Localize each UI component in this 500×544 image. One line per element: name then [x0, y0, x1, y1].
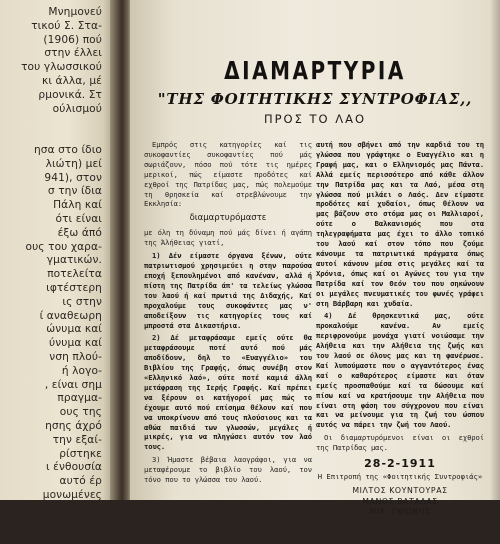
- title-block: [130, 55, 500, 126]
- left-line: ρίστηκε: [59, 447, 102, 460]
- left-line: ύνυμα καί: [49, 337, 102, 350]
- paragraph: 3) Ήμαστε βέβαια λαογράφοι, για να μεταφέρουμε το βιβλίο του λαού, τον τόνο που το γλώσσα του λαού.: [144, 455, 312, 485]
- left-line: πραγμα-: [57, 392, 102, 405]
- left-line: ότι είναι: [55, 212, 102, 225]
- text-column-left: [144, 140, 312, 488]
- left-line: σ την ίδια: [47, 185, 102, 198]
- left-line: μονωμένες: [42, 488, 102, 501]
- page-subtitle: "ΤΗΣ ΦΟΙΤΗΤΙΚΗΣ ΣΥΝΤΡΟΦΙΑΣ,,: [157, 90, 473, 108]
- left-line: ις στην: [62, 295, 102, 308]
- left-line: ς από ένα: [49, 502, 102, 515]
- date-line: 28-2-1911: [364, 457, 436, 471]
- page-edge-shadow: [490, 0, 500, 500]
- left-line: (1906) πού: [43, 33, 102, 46]
- left-line: ούσειε: [67, 530, 102, 543]
- left-line: ί αναθεωρη: [39, 309, 102, 322]
- left-page: [0, 0, 112, 543]
- left-line: ησα στο ίδιο: [33, 143, 102, 156]
- left-line: τικού Σ. Στα-: [31, 19, 102, 32]
- to-line: ΠΡΟΣ ΤΟ ΛΑΟ: [263, 112, 367, 126]
- signer-name: ΜΙΧ. ΓΚΙΩΝΗΣ: [369, 507, 431, 516]
- left-line: ούλισμού: [52, 102, 102, 115]
- left-line: Πάλη καί: [53, 199, 102, 212]
- text-column-right: [316, 140, 484, 518]
- left-line: την εξαί-: [52, 433, 102, 446]
- left-line: ιφτέστερη: [46, 281, 102, 294]
- signer-name: ΜΑΝΟΣ ΒΑΤΑΛΑΣ: [362, 496, 438, 506]
- paragraph: Εμπρός στις κατηγορίες καί τις συκοφαντίες συκοφαντίες πού μάς σωριάζουν, πόσο πού τότε τις ημέρες μερικοί, πώς είμαστε προδότες καί εχθροί της Πατρίδας μας, πώς πολεμούμε τη θρησκεία καί στρεβλώνουμε την Εκκλησία:: [144, 140, 312, 209]
- left-line: γματικών.: [46, 254, 102, 267]
- paragraph: 1) Δέν είμαστε όργανα ξένων, ούτε πατριωτισμού χρησιμεύει η στην παρούσα εποχή ξεπουλημένοι από κανέναν, αλλά ή πίστη της Πατρίδα άπ' τα τελείως γλώσσα του λαού ή καί πρωτιά της Διδαχής, Καί προχαλούμε τους συκοφάντες μας ν' αποδείξουν τις κατηγορίες τους καί μπροστά στα Δικαστήρια.: [144, 251, 312, 330]
- left-line: έξω άπό: [57, 226, 102, 239]
- signer-name: ΜΙΛΤΟΣ ΚΟΥΝΤΟΥΡΑΣ: [352, 486, 448, 495]
- left-line: ώνυμα καί: [46, 323, 102, 336]
- left-line-blank: [0, 130, 102, 144]
- left-line: ποτελείτα: [47, 268, 102, 281]
- right-page: [130, 0, 500, 516]
- committee-line: Η Επιτροπή της «Φοιτητικής Συντροφιάς»: [317, 472, 483, 482]
- left-line: αυτό έρ: [59, 475, 102, 488]
- left-line: ι ένθουσία: [46, 461, 102, 474]
- paragraph: Οι διαμαρτυρόμενοι είναι οι εχθροί της Πατρίδας μας.: [316, 433, 484, 453]
- signature-block: [316, 486, 484, 518]
- paragraph: 2) Δέ μεταφράσαμε εμείς ούτε θα μεταφράσουμε ποτέ αυτό πού μάς αποδίδουν, δηλ το «Ευαγγέλιο» του Βιβλίου της Γραφής, όπως συνέβη στον «Ελληνικό λαό», ούτε ποτέ καμιά άλλη μετάφραση της Ιερής Γραφής. Καί πρέπει να ξέρουν οι κατήγοροί μας πώς το έχουμε αυτό πού επίσημα θέλουν καί που να υποκρίνουν από τους πλούσιους και τα αθώα παιδιά των γλωσσών, μεγάλες ή μικρές, για να πληγώσει αυτόν τον λαό τους.: [144, 333, 312, 452]
- left-line: ησης άχρό: [45, 419, 102, 432]
- paragraph: αυτή που σβήνει από την καρδιά του τη γλώσσα που γράφτηκε ο Ευαγγέλιο και η Γραφή μας, και ο Ελληνισμός μας Πάντα. Αλλά εμείς περισσότερο από κάθε άλλον την Πατρίδα μας και τα Λαό, μέσα στη γλώσσα πού μιλάει ο Λαός. Δεν είμαστε προδότες καί χυδαίοι, όπως θέλουν να μας βάζουν στο στόμα μας οι Μαλλιαροί, ούτε ο Βαλκανισμός που στα τηλεγραφήματα μας έχει το άλλο τοπικό του λαού καί στον τόπο που ζούμε κάνουμε τα πατριωτικά πράγματα όπως αυτοί κάνουν μέσα στις μεγάλες καί τα Χρόνια, όπως καί οι Αγώνες του για την Πατρίδα καί τον Θεόν του που σηκώνουν οι μεγάλες πνευματικές του φωνές γράφει στη Βάρβαρη και χυδαία.: [316, 140, 484, 308]
- left-line: νση πλού-: [49, 350, 102, 363]
- paragraph: 4) Δέ θρησκευτικά μας, ούτε προκαλούμε κανένα. Αν εμείς περιφρονούμε μονάχα γιατί νοιώσαμε την Αλήθεια και την Αλήθεια της ζωής και του λαού σε όλους μας και τη φανέρωσε. Καί λυπούμαστε που ο αγγαντότερος ένας καί ο καθαρότερος είμαστε και όταν εμείς προσπαθούμε καί τα δώσουμε καί πίσω καί να κρατήσουμε την Αλήθεια που είναι στη φάση του σύγχρονου που είναι και να μείνουμε για τη ζωή του ώσπου αυτός να πάρει την ζωή του Λαού.: [316, 311, 484, 430]
- paragraph: με όλη τη δύναμη πού μάς δίνει ή αγάπη της Άλήθειας γιατί,: [144, 228, 312, 248]
- page-title: ΔΙΑΜΑΡΤΥΡΙΑ: [224, 55, 406, 85]
- left-line: Μνημονεύ: [48, 6, 102, 18]
- left-line: στην έλλει: [44, 47, 102, 60]
- left-page-text: [0, 6, 102, 544]
- left-line-blank: [0, 516, 102, 530]
- left-line: του γλωσσικού: [21, 61, 102, 74]
- left-line: κι άλλα, μέ: [41, 74, 102, 87]
- left-line: , είναι σημ: [44, 378, 102, 391]
- left-line: ή λογο-: [61, 364, 102, 377]
- left-line: ρμονικά. Στ: [38, 88, 102, 101]
- subheading: διαμαρτυρόμαστε: [189, 213, 267, 224]
- left-line: ους της: [59, 406, 102, 419]
- left-line-blank: [0, 116, 102, 130]
- left-line: 941), στον: [44, 171, 102, 184]
- left-line: ους του χαρα-: [25, 240, 102, 253]
- book-gutter: [110, 0, 132, 500]
- left-line: λιώτη) μεί: [45, 157, 102, 170]
